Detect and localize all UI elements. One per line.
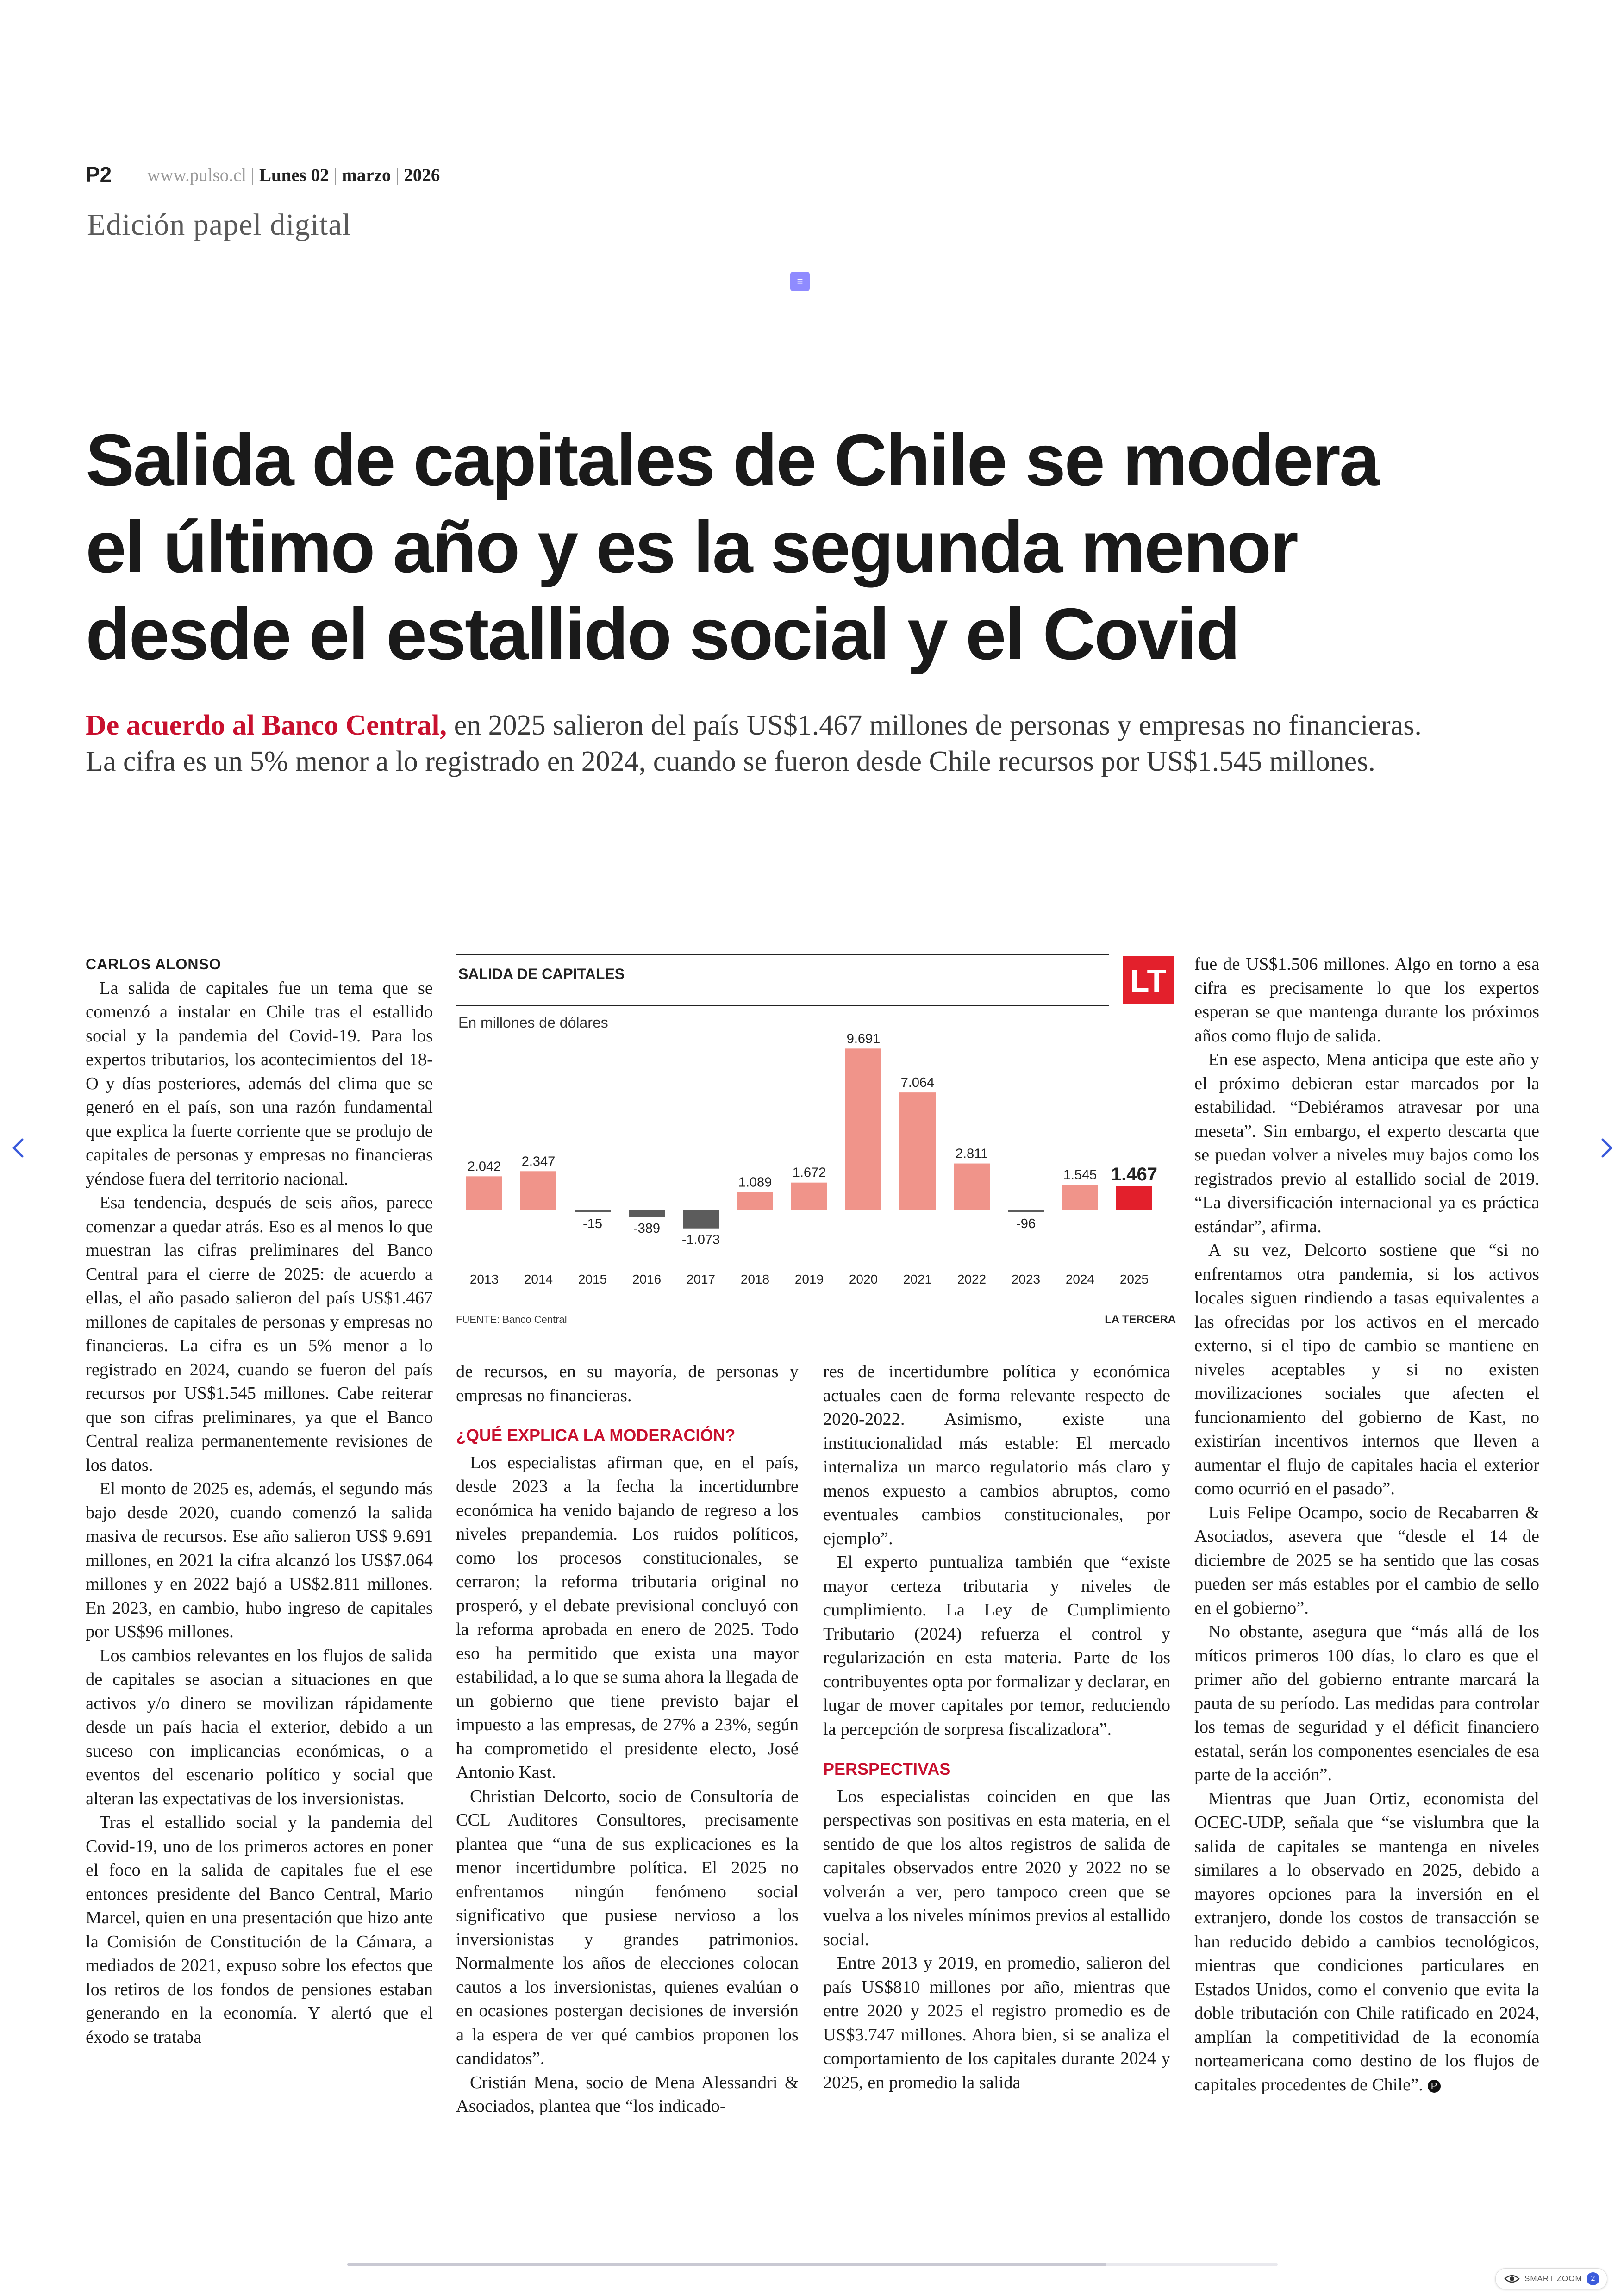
bar-value-label: -1.073	[681, 1232, 720, 1247]
paragraph: No obstante, asegura que “más allá de los míticos primeros 100 días, lo claro es que el primer año del gobierno entrante marcará la pauta de su período. Las medidas para controlar los temas de seguridad y el déficit financiero estatal, serán los componentes esenciales de esa parte de la acción”.	[1194, 1622, 1539, 1784]
bar-value-label: -96	[1016, 1216, 1036, 1231]
article-column-4	[1194, 953, 1539, 2097]
paragraph: Tras el estallido social y la pandemia del Covid-19, uno de los primeros actores en poner el foco en la salida de capitales fue el ese entonces presidente del Banco Central, Mario Marcel, quien en una presentación que hizo ante la Comisión de Constitución de la Cámara, a mediados de 2021, expuso sobre los efectos que los retiros de los fondos de pensiones estaban generando en la economía. Y alertó que el éxodo se trataba	[86, 1813, 433, 2047]
bar-value-label: 1.467	[1111, 1164, 1158, 1185]
paragraph: res de incertidumbre política y económica actuales caen de forma relevante respecto de 2020-2022. Asimismo, existe una institucionalidad más estable: El mercado internaliza un marco regulatorio más claro y menos expuesto a cambios abruptos, como eventuales cambios constitucionales, por ejemplo”.	[823, 1362, 1170, 1548]
x-tick-label: 2015	[578, 1272, 607, 1286]
smart-zoom-button[interactable]	[1495, 2268, 1607, 2289]
paragraph: En ese aspecto, Mena anticipa que este año y el próximo debieran estar marcados por la estabilidad. “Debiéramos atravesar por una meseta”. Sin embargo, el experto descarta que se puedan volver a niveles muy bajos como los registrados previo al estallido social de 2019. “La diversificación internacional ya es práctica estándar”, afirma.	[1194, 1050, 1539, 1236]
lead-highlight: De acuerdo al Banco Central,	[86, 710, 447, 741]
article-column-3	[823, 1360, 1170, 2095]
paragraph: Los especialistas afirman que, en el país, desde 2023 a la fecha la incertidumbre económica ha venido bajando de regreso a los niveles prepandemia. Los ruidos políticos, como los procesos constitucionales, se cerraron; la reforma tributaria original no prosperó, y el debate previsional concluyó con la reforma aprobada en enero de 2025. Todo eso ha permitido que exista una mayor estabilidad, a lo que se suma ahora la llegada de un gobierno que tiene previsto bajar el impuesto a las empresas, de 27% a 23%, según ha comprometido el presidente electo, José Antonio Kast.	[456, 1453, 799, 1782]
x-tick-label: 2023	[1011, 1272, 1041, 1286]
bar-value-label: 9.691	[846, 1031, 881, 1047]
smart-zoom-label: SMART ZOOM	[1524, 2274, 1582, 2283]
site-url[interactable]: www.pulso.cl	[147, 165, 247, 185]
headline-line: desde el estallido social y el Covid	[86, 593, 1239, 675]
chart-subtitle: En millones de dólares	[458, 1014, 608, 1031]
paragraph: El experto puntualiza también que “existe mayor certeza tributaria y niveles de cumplimiento. La Ley de Cumplimiento Tributario (2024) refuerza el control y regularización en esta materia. Parte de los contribuyentes opta por formalizar y declarar, en lugar de mover capitales por temor, reduciendo la percepción de sorpresa fiscalizadora”.	[823, 1553, 1170, 1739]
paragraph-text: Mientras que Juan Ortiz, economista del OCEC-UDP, señala que “se vislumbra que la salida de capitales se mantenga en niveles similares a lo observado en 2025, debido a mayores opciones para la inversión en el extranjero, donde los costos de transacción se han reducido debido a cambios tecnológicos, mientras que condiciones particulares en Estados Unidos, como el convenio que evita la doble tributación con Chile ratificado en 2024, amplían la competitividad de la economía norteamericana como destino de los flujos de capitales procedentes de Chile”.	[1194, 1789, 1539, 2095]
paragraph: Luis Felipe Ocampo, socio de Recabarren & Asociados, asevera que “desde el 14 de diciembre de 2025 se ha sentido que las cosas pueden ser más estables por el cambio de sello en el gobierno”.	[1194, 1503, 1539, 1618]
paragraph: de recursos, en su mayoría, de personas y empresas no financieras.	[456, 1362, 799, 1405]
x-tick-label: 2016	[632, 1272, 662, 1286]
x-tick-label: 2020	[849, 1272, 878, 1286]
article-column-1	[86, 953, 433, 2049]
bar-value-label: 2.811	[955, 1146, 988, 1161]
bar-2020	[845, 1048, 881, 1210]
bar-2023	[1008, 1210, 1044, 1212]
bar-2024	[1062, 1185, 1098, 1210]
chevron-right-icon[interactable]	[1598, 1129, 1617, 1166]
chart-source: FUENTE: Banco Central	[456, 1314, 567, 1324]
bar-2015	[575, 1210, 611, 1212]
next-page-arrow[interactable]	[1598, 1129, 1617, 1169]
bar-value-label: 2.042	[467, 1159, 501, 1174]
paragraph: Los cambios relevantes en los flujos de salida de capitales se asocian a situaciones en que activos y/o dinero se movilizan rápidamente desde un país hacia el exterior, debido a un suceso con implicancias económicas, o a eventos del escenario político y social que alteran las expectativas de los inversionistas.	[86, 1646, 433, 1809]
headline-line: el último año y es la segunda menor	[86, 506, 1297, 588]
article-column-2	[456, 1360, 799, 2119]
chart-title: SALIDA DE CAPITALES	[458, 966, 625, 982]
x-tick-label: 2017	[686, 1272, 716, 1286]
x-tick-label: 2022	[957, 1272, 987, 1286]
paragraph: Entre 2013 y 2019, en promedio, salieron del país US$810 millones por año, mientras que entre 2020 y 2025 el registro promedio es de US$3.747 millones. Ahora bien, si se analiza el comportamiento de los capitales durante 2024 y 2025, en promedio la salida	[823, 1953, 1170, 2092]
x-tick-label: 2025	[1119, 1272, 1149, 1286]
lead-paragraph	[86, 707, 1428, 780]
header-day: Lunes 02	[259, 165, 329, 185]
bar-value-label: 1.089	[738, 1175, 772, 1190]
previous-page-arrow[interactable]	[8, 1129, 27, 1169]
smart-zoom-count: 2	[1587, 2272, 1599, 2285]
bar-value-label: 2.347	[521, 1154, 556, 1169]
bars-group	[466, 1031, 1157, 1286]
bar-value-label: 1.672	[792, 1165, 826, 1180]
chart-svg	[456, 954, 1178, 1324]
bar-2019	[791, 1183, 827, 1210]
paragraph	[1194, 1787, 1539, 2097]
paragraph: La salida de capitales fue un tema que se comenzó a instalar en Chile tras el estallido social y la pandemia del Covid-19. Para los expertos tributarios, los acontecimientos del 18-O y días posteriores, además del clima que se generó en el país, son una razón fundamental que explica la fuerte corriente que se produjo de capitales de personas y empresas no financieras yéndose fuera del territorio nacional.	[86, 978, 433, 1189]
paragraph: El monto de 2025 es, además, el segundo más bajo desde 2020, cuando comenzó la salida masiva de recursos. Ese año salieron US$ 9.691 millones, en 2021 la cifra alcanzó los US$7.064 millones y en 2022 bajó a US$2.811 millones. En 2023, en cambio, hubo ingreso de capitales por US$96 millones.	[86, 1479, 433, 1641]
bar-2021	[899, 1092, 936, 1210]
x-tick-label: 2019	[794, 1272, 824, 1286]
x-tick-label: 2024	[1065, 1272, 1095, 1286]
bar-2013	[466, 1176, 502, 1210]
header-info: www.pulso.cl | Lunes 02 | marzo | 2026	[147, 165, 440, 185]
subheading-moderation: ¿QUÉ EXPLICA LA MODERACIÓN?	[456, 1426, 736, 1445]
eye-icon	[1504, 2273, 1520, 2284]
bar-2022	[954, 1164, 990, 1210]
x-tick-label: 2018	[740, 1272, 770, 1286]
page-scrollbar-thumb[interactable]	[347, 2263, 1106, 2266]
paragraph: A su vez, Delcorto sostiene que “si no enfrentamos otra pandemia, si los activos locales siguen rindiendo a tasas equivalentes a las ofrecidas por los activos en el mercado externo, si el tipo de cambio se mantiene en niveles aceptables y si no existen movilizaciones sociales que afecten el funcionamiento del gobierno de Kast, no existirían incentivos internos que lleven a aumentar el flujo de capitales hacia el exterior como ocurrió en el pasado”.	[1194, 1241, 1539, 1498]
page-number: P2	[86, 162, 112, 187]
paragraph: Los especialistas coinciden en que las perspectivas son positivas en esta materia, en el sentido de que los altos registros de salida de capitales observados entre 2020 y 2022 no se volverán a ver, pero tampoco creen que se vuelva a los niveles mínimos previos al estallido social.	[823, 1786, 1170, 1949]
x-tick-label: 2021	[903, 1272, 932, 1286]
x-tick-label: 2013	[469, 1272, 499, 1286]
edition-label: Edición papel digital	[87, 208, 351, 242]
bar-value-label: 7.064	[900, 1075, 935, 1091]
lead-text: en 2025 salieron del país US$1.467 millones de personas y empresas no financieras. La cifra es un 5% menor a lo registrado en 2024, cuando se fueron desde Chile recursos por US$1.545 millones.	[86, 710, 1422, 777]
paragraph: Esa tendencia, después de seis años, parece comenzar a quedar atrás. Eso es al menos lo que muestran las cifras preliminares del Banco Central para el cierre de 2025: de acuerdo a ellas, el año pasado salieron del país US$1.467 millones de capitales de personas y empresas no financieras. La cifra es un 5% menor a lo registrado en 2024, cuando se fueron del país recursos por US$1.545 millones. Cabe reiterar que son cifras preliminares, ya que el Banco Central realiza permanentemente revisiones de los datos.	[86, 1193, 433, 1475]
capital-outflow-chart	[456, 954, 1178, 1324]
paragraph: Christian Delcorto, socio de Consultoría de CCL Auditores Consultores, precisamente plantea que “una de sus explicaciones es la menor incertidumbre política. El 2025 no enfrentamos ningún fenómeno social significativo que pusiese nervioso a los inversionistas y grandes patrimonios. Normalmente los años de elecciones colocan cautos a los inversionistas, quienes evalúan o en ocasiones postergan decisiones de inversión a la espera de ver qué cambios proponen los candidatos”.	[456, 1786, 799, 2068]
header-month: marzo	[342, 165, 391, 185]
author-byline: CARLOS ALONSO	[86, 956, 221, 973]
bar-2016	[629, 1210, 665, 1217]
paragraph: fue de US$1.506 millones. Algo en torno a esa cifra es precisamente lo que los expertos esperan se que mantenga durante los próximos años como flujo de salida.	[1194, 954, 1539, 1046]
chart-credit: LA TERCERA	[1105, 1313, 1176, 1324]
bar-value-label: -15	[583, 1216, 602, 1231]
subheading-perspectives: PERSPECTIVAS	[823, 1759, 951, 1778]
headline-line: Salida de capitales de Chile se modera	[86, 419, 1379, 501]
bar-2017	[683, 1210, 719, 1229]
end-mark-icon: P	[1428, 2080, 1441, 2093]
bar-2014	[520, 1171, 556, 1210]
chevron-left-icon[interactable]	[8, 1129, 27, 1166]
bar-value-label: 1.545	[1063, 1167, 1097, 1183]
lt-logo-text: LT	[1130, 963, 1167, 998]
paragraph: Cristián Mena, socio de Mena Alessandri & Asociados, plantea que “los indicado-	[456, 2072, 799, 2116]
bar-2025	[1116, 1186, 1152, 1210]
header-year: 2026	[404, 165, 440, 185]
headline	[86, 417, 1544, 678]
x-tick-label: 2014	[524, 1272, 553, 1286]
bar-2018	[737, 1192, 773, 1210]
bar-value-label: -389	[633, 1221, 661, 1236]
page-badge[interactable]: ≡	[790, 272, 810, 291]
